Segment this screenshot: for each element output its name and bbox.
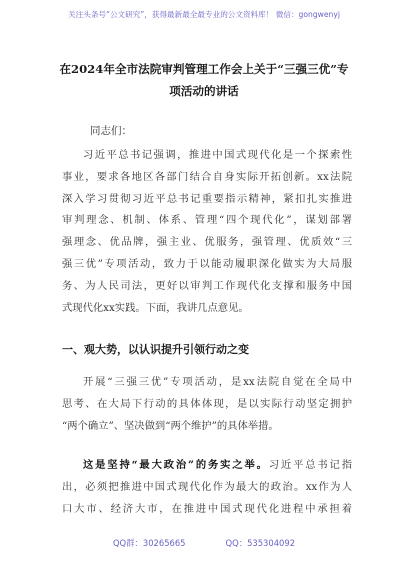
paragraph-line [62,455,352,477]
paragraph-line: 审判理念、机制、体系、管理“四个现代化”，谋划部署 [62,214,352,227]
bold-lead-sentence: 这是坚持“最大政治”的务实之举。 [83,459,269,471]
paragraph-line: 强理念、优品牌，强主业、优服务，强管理、优质效“三 [62,236,352,249]
paragraph-line: 开展“三强三优”专项活动，是xx法院自觉在全局中 [83,376,352,388]
title-line-2: 项活动的讲话 [169,84,239,98]
footer-qq: QQ：535304092 [225,538,296,548]
paragraph-line: 出，必须把推进中国式现代化作为最大的政治。xx作为人 [62,480,352,493]
paragraph-line: 式现代化xx实践。下面，我讲几点意见。 [62,301,249,314]
paragraph-line: 务、为人民司法，更好以审判工作现代化支撑和服务中国 [62,279,352,292]
section-heading-1: 一、观大势，以认识提升引领行动之变 [62,343,249,356]
paragraph-line: 事业，要求各地区各部门结合自身实际开拓创新。xx法院 [62,170,352,183]
paragraph-line: 强三优”专项活动，致力于以能动履职深化做实为大局服 [62,257,352,270]
paragraph-1 [62,145,352,319]
paragraph-3 [62,455,352,520]
promo-banner: 关注头条号“公文研究”，获得最新最全最专业的公文资料库！ 微信：gongwenyj [68,10,340,19]
footer-contact [0,537,408,549]
paragraph-2 [62,372,352,437]
lead-line-rest: 习近平总书记指 [268,459,352,471]
paragraph-line: 深入学习贯彻习近平总书记重要指示精神，紧扣扎实推进 [62,192,352,205]
paragraph-line: 思考、在大局下行动的具体体现，是以实际行动坚定拥护 [62,397,352,410]
paragraph-line: “两个确立”、坚决做到“两个维护”的具体举措。 [62,419,279,432]
paragraph-line: 习近平总书记强调，推进中国式现代化是一个探索性 [83,149,352,161]
greeting: 同志们： [90,125,132,137]
document-title [40,58,368,102]
paragraph-line: 口大市、经济大市，在推进中国式现代化进程中承担着 [62,502,352,515]
title-line-1: 在2024年全市法院审判管理工作会上关于“三强三优”专 [59,62,349,76]
footer-qq-group: QQ群：30265665 [112,538,186,548]
